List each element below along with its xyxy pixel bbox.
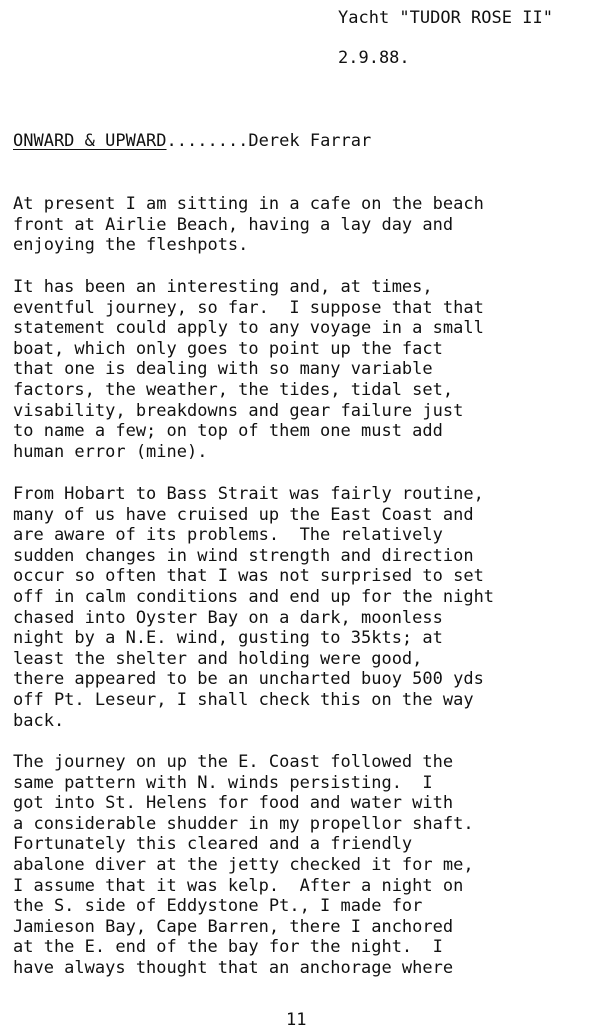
text-line: visability, breakdowns and gear failure just: [13, 400, 464, 421]
text-line: It has been an interesting and, at times,: [13, 277, 433, 297]
text-line: abalone diver at the jetty checked it for me,: [13, 854, 474, 875]
text-line: chased into Oyster Bay on a dark, moonless: [13, 607, 443, 628]
text-line: at the E. end of the bay for the night. I: [13, 937, 443, 958]
paragraph-3: [13, 484, 494, 731]
text-line: sudden changes in wind strength and direction: [13, 545, 474, 566]
text-line: have always thought that an anchorage where: [13, 957, 454, 978]
text-line: front at Airlie Beach, having a lay day and: [13, 214, 454, 235]
text-line: boat, which only goes to point up the fact: [13, 338, 443, 359]
article-heading: [13, 131, 371, 152]
text-line: same pattern with N. winds persisting. I: [13, 772, 433, 793]
page-number: 11: [286, 1010, 307, 1030]
text-line: From Hobart to Bass Strait was fairly routine,: [13, 484, 484, 504]
text-line: a considerable shudder in my propellor shaft.: [13, 813, 474, 834]
paragraph-1: [13, 194, 484, 256]
text-line: enjoying the fleshpots.: [13, 235, 249, 256]
text-line: least the shelter and holding were good,: [13, 648, 423, 669]
text-line: that one is dealing with so many variable: [13, 359, 433, 380]
text-line: there appeared to be an uncharted buoy 500 yds: [13, 669, 484, 690]
text-line: statement could apply to any voyage in a small: [13, 318, 484, 339]
text-line: I assume that it was kelp. After a night on: [13, 875, 464, 896]
paragraph-4: [13, 752, 474, 979]
text-line: got into St. Helens for food and water with: [13, 793, 454, 814]
text-line: factors, the weather, the tides, tidal set,: [13, 379, 454, 400]
text-line: back.: [13, 710, 65, 731]
text-line: occur so often that I was not surprised to set: [13, 566, 484, 587]
title-leader-dots: ........: [166, 131, 249, 151]
text-line: the S. side of Eddystone Pt., I made for: [13, 896, 423, 917]
text-line: eventful journey, so far. I suppose that that: [13, 297, 484, 318]
text-line: to name a few; on top of them one must add: [13, 421, 443, 442]
text-line: At present I am sitting in a cafe on the beach: [13, 194, 484, 214]
text-line: are aware of its problems. The relatively: [13, 525, 443, 546]
text-line: Fortunately this cleared and a friendly: [13, 834, 413, 855]
text-line: many of us have cruised up the East Coast and: [13, 504, 474, 525]
article-title: ONWARD & UPWARD: [13, 131, 167, 151]
text-line: human error (mine).: [13, 441, 208, 462]
paragraph-2: [13, 277, 484, 462]
text-line: Jamieson Bay, Cape Barren, there I anchored: [13, 916, 454, 937]
text-line: The journey on up the E. Coast followed the: [13, 752, 454, 772]
letter-date: 2.9.88.: [338, 48, 410, 68]
vessel-name: Yacht "TUDOR ROSE II": [338, 8, 553, 28]
article-author: Derek Farrar: [248, 131, 372, 151]
text-line: off in calm conditions and end up for the night: [13, 586, 495, 607]
text-line: off Pt. Leseur, I shall check this on the way: [13, 689, 474, 710]
text-line: night by a N.E. wind, gusting to 35kts; at: [13, 628, 443, 649]
